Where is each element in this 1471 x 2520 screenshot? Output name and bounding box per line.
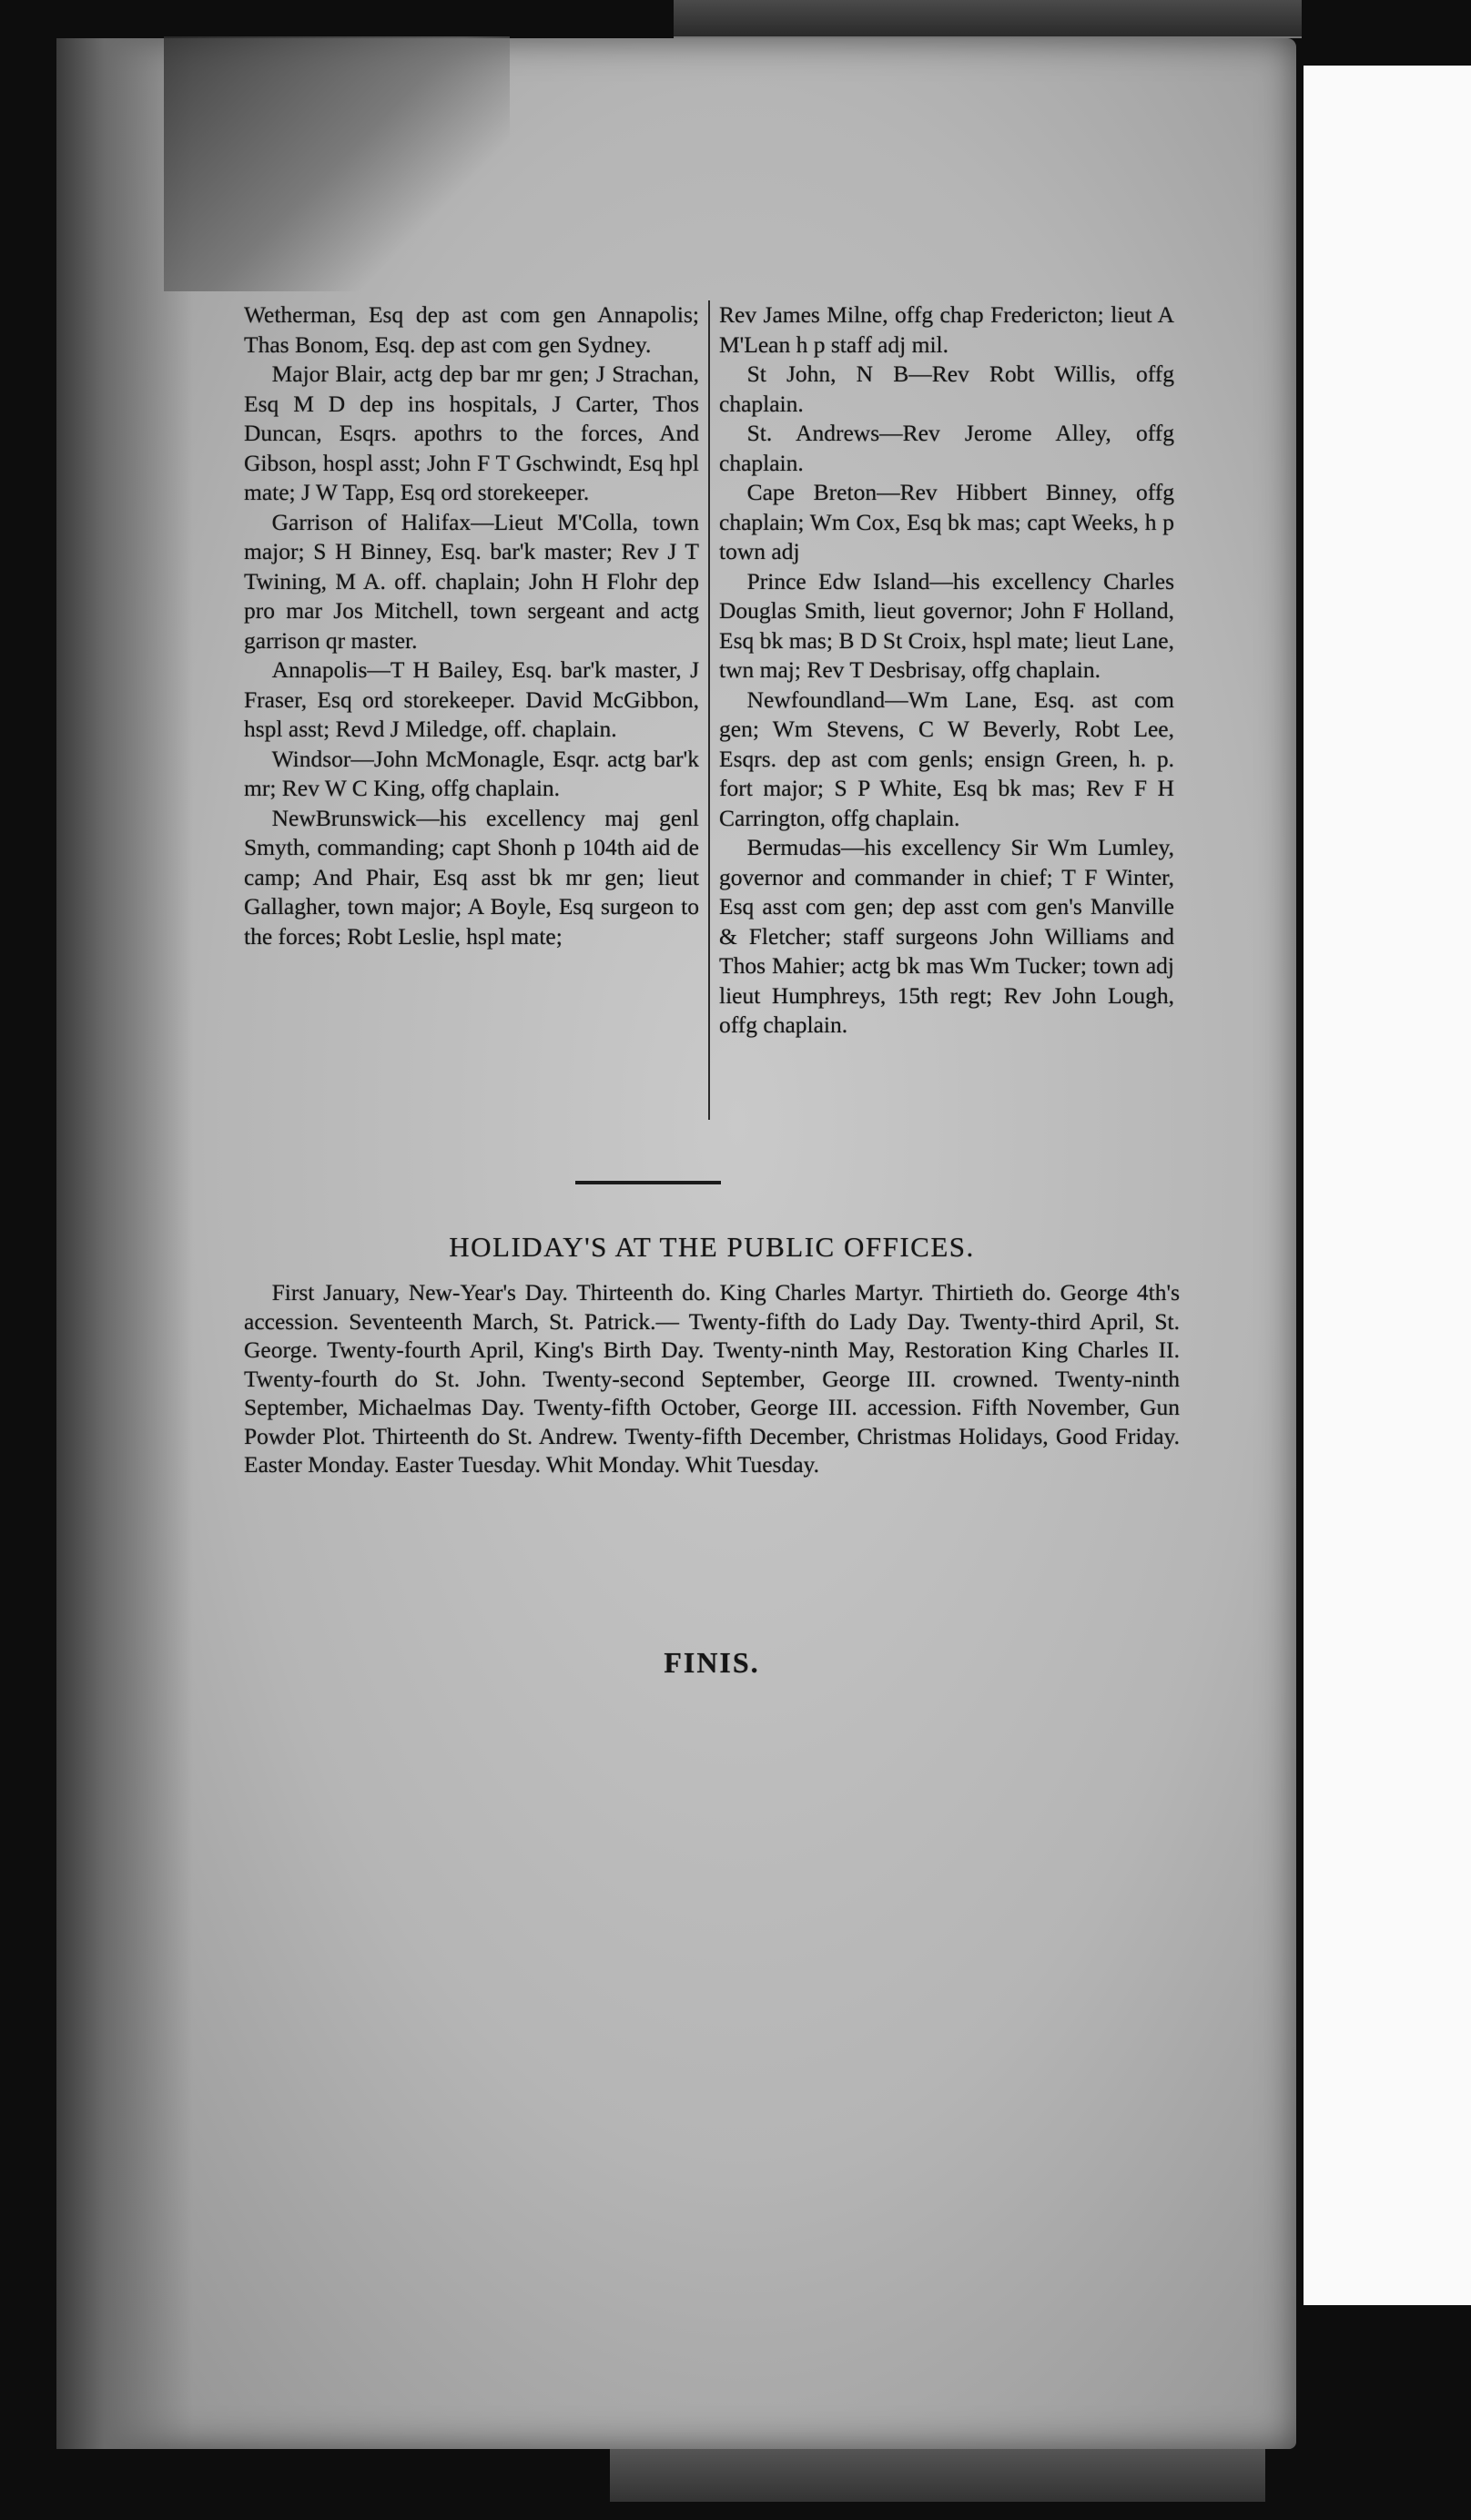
section-heading: HOLIDAY'S AT THE PUBLIC OFFICES. [449, 1231, 975, 1263]
paragraph: Wetherman, Esq dep ast com gen Annapolis; Thas Bonom, Esq. dep ast com gen Sydney. [244, 301, 699, 358]
binding-tab-top [674, 0, 1302, 38]
page-folded-corner [164, 36, 510, 291]
paragraph: Major Blair, actg dep bar mr gen; J Strachan, Esq M D dep ins hospitals, J Carter, Thos Duncan, Esqrs. apothrs to the forces, And Gibson, hospl asst; John F T Gschwindt, Esq hpl mate; J W Tapp, Esq ord storekeeper. [244, 361, 699, 505]
holidays-paragraph: First January, New-Year's Day. Thirteenth do. King Charles Martyr. Thirtieth do. George 4th's accession. Seventeenth March, St. Patrick.— Twenty-fifth do Lady Day. Twenty-third April, St. George. Twenty-fourth April, King's Birth Day. Twenty-ninth May, Restoration King Charles II. Twenty-fourth do St. John. Twenty-second September, George III. crowned. Twenty-ninth September, Michaelmas Day. Twenty-fifth October, George III. accession. Fifth November, Gun Powder Plot. Thirteenth do St. Andrew. Twenty-fifth December, Christmas Holidays, Good Friday. Easter Monday. Easter Tuesday. Whit Monday. Whit Tuesday. [244, 1279, 1180, 1478]
two-column-listing [244, 300, 1180, 1138]
finis-label: FINIS. [664, 1646, 760, 1679]
page-torn-edge [56, 38, 193, 2449]
paragraph: Garrison of Halifax—Lieut M'Colla, town major; S H Binney, Esq. bar'k master; Rev J T Twining, M A. off. chaplain; John H Flohr dep pro mar Jos Mitchell, town sergeant and actg garrison qr master. [244, 508, 699, 654]
paragraph: NewBrunswick—his excellency maj genl Smyth, commanding; capt Shonh p 104th aid de camp; And Phair, Esq asst bk mr gen; lieut Gallagher, town major; A Boyle, Esq surgeon to the forces; Robt Leslie, hspl mate; [244, 804, 699, 950]
left-column [244, 300, 699, 951]
section-rule [575, 1181, 721, 1184]
scan-margin-right [1304, 66, 1471, 2305]
paragraph: Cape Breton—Rev Hibbert Binney, offg chaplain; Wm Cox, Esq bk mas; capt Weeks, h p town adj [719, 479, 1174, 564]
binding-tab-bottom [610, 2449, 1265, 2502]
paragraph: Annapolis—T H Bailey, Esq. bar'k master, J Fraser, Esq ord storekeeper. David McGibbon, hspl asst; Revd J Miledge, off. chaplain. [244, 656, 699, 742]
paragraph: Prince Edw Island—his excellency Charles Douglas Smith, lieut governor; John F Holland, Esq bk mas; B D St Croix, hspl mate; lieut Lane, twn maj; Rev T Desbrisay, offg chaplain. [719, 567, 1174, 683]
paragraph: St. Andrews—Rev Jerome Alley, offg chaplain. [719, 420, 1174, 476]
paragraph: Rev James Milne, offg chap Fredericton; lieut A M'Lean h p staff adj mil. [719, 301, 1174, 358]
right-column [719, 300, 1174, 1041]
column-divider [708, 300, 710, 1120]
paragraph: Bermudas—his excellency Sir Wm Lumley, governor and commander in chief; T F Winter, Esq asst com gen; dep asst com gen's Manville & Fletcher; staff surgeons John Williams and Thos Mahier; actg bk mas Wm Tucker; town adj lieut Humphreys, 15th regt; Rev John Lough, offg chaplain. [719, 834, 1174, 1038]
paragraph: St John, N B—Rev Robt Willis, offg chaplain. [719, 361, 1174, 417]
paragraph: Windsor—John McMonagle, Esqr. actg bar'k mr; Rev W C King, offg chaplain. [244, 745, 699, 801]
paragraph: Newfoundland—Wm Lane, Esq. ast com gen; Wm Stevens, C W Beverly, Robt Lee, Esqrs. dep ast com genls; ensign Green, h. p. fort major; S P White, Esq bk mas; Rev F H Carrington, offg chaplain. [719, 686, 1174, 831]
